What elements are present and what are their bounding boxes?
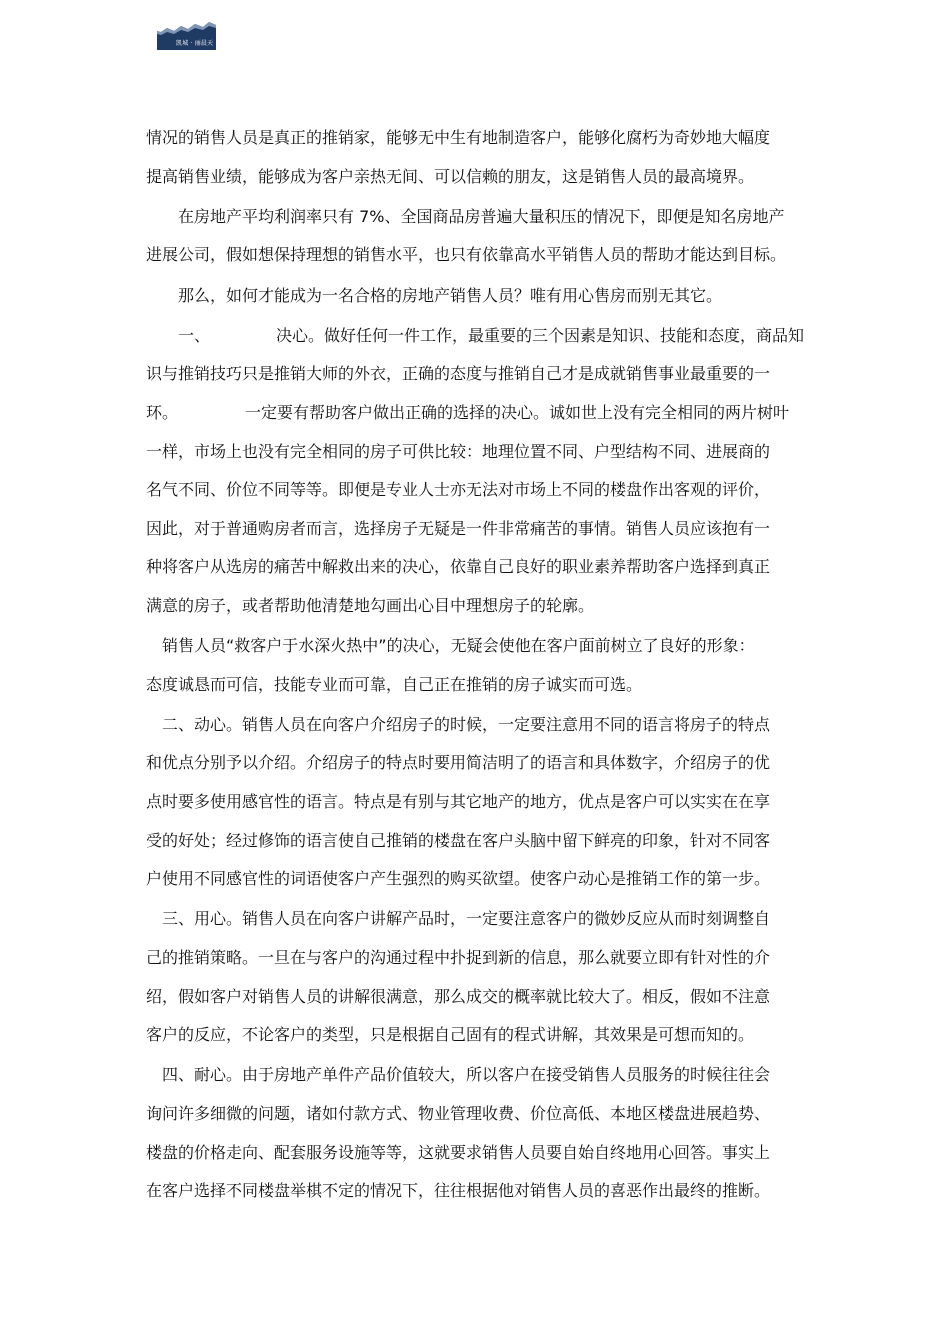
text-segment: 一定要有帮助客户做出正确的选择的决心。诚如世上没有完全相同的两片树叶 <box>245 402 790 422</box>
text-line: 和优点分别予以介绍。介绍房子的特点时要用简洁明了的语言和具体数字，介绍房子的优 <box>146 753 771 773</box>
paragraph-profit <box>146 198 806 275</box>
text-line: 一样，市场上也没有完全相同的房子可供比较：地理位置不同、户型结构不同、进展商的 <box>146 441 771 461</box>
text-line: 情况的销售人员是真正的推销家，能够无中生有地制造客户，能够化腐朽为奇妙地大幅度 <box>146 128 771 147</box>
text-line: 满意的房子，或者帮助他清楚地勾画出心目中理想房子的轮廓。 <box>146 595 595 615</box>
text-line: 在客户选择不同楼盘举棋不定的情况下，往往根据他对销售人员的喜恶作出最终的推断。 <box>146 1181 771 1201</box>
paragraph-rescue <box>146 627 806 704</box>
text-line: 二、动心。销售人员在向客户介绍房子的时候，一定要注意用不同的语言将房子的特点 <box>162 714 771 734</box>
paragraph-question <box>146 277 806 316</box>
section-patience <box>146 1056 806 1210</box>
text-line: 客户的反应，不论客户的类型，只是根据自己固有的程式讲解，其效果是可想而知的。 <box>146 1025 755 1045</box>
text-line <box>146 394 806 433</box>
text-line: 识与推销技巧只是推销大师的外衣，正确的态度与推销自己才是成就销售事业最重要的一 <box>146 364 771 384</box>
text-line <box>146 317 806 356</box>
paragraph-intro <box>146 119 806 196</box>
text-segment: 环。 <box>146 402 179 422</box>
text-line: 那么，如何才能成为一名合格的房地产销售人员？唯有用心售房而别无其它。 <box>178 285 723 305</box>
text-line: 己的推销策略。一旦在与客户的沟通过程中扑捉到新的信息，那么就要立即有针对性的介 <box>146 948 771 968</box>
text-line: 名气不同、价位不同等等。即便是专业人士亦无法对市场上不同的楼盘作出客观的评价， <box>146 480 771 500</box>
section-motivation <box>146 706 806 899</box>
text-line: 受的好处；经过修饰的语言使自己推销的楼盘在客户头脑中留下鲜亮的印象，针对不同客 <box>146 830 771 850</box>
text-line: 询问许多细微的问题，诸如付款方式、物业管理收费、价位高低、本地区楼盘进展趋势、 <box>146 1104 771 1123</box>
text-segment: 决心。做好任何一件工作，最重要的三个因素是知识、技能和态度，商品知 <box>276 325 805 345</box>
text-line: 户使用不同感官性的词语使客户产生强烈的购买欲望。使客户动心是推销工作的第一步。 <box>146 869 771 889</box>
text-line: 在房地产平均利润率只有 7%、全国商品房普遍大量积压的情况下，即便是知名房地产 <box>178 206 785 226</box>
text-line: 提高销售业绩，能够成为客户亲热无间、可以信赖的朋友，这是销售人员的最高境界。 <box>146 166 755 186</box>
text-line: 种将客户从选房的痛苦中解救出来的决心，依靠自己良好的职业素养帮助客户选择到真正 <box>146 557 771 577</box>
text-line: 进展公司，假如想保持理想的销售水平，也只有依靠高水平销售人员的帮助才能达到目标。 <box>146 245 787 265</box>
text-line: 四、耐心。由于房地产单件产品价值较大，所以客户在接受销售人员服务的时候往往会 <box>162 1065 771 1085</box>
company-logo <box>157 19 216 50</box>
text-line: 销售人员“救客户于水深火热中”的决心，无疑会使他在客户面前树立了良好的形象： <box>162 636 755 656</box>
logo-text: 凯城 · 丽晨天 <box>176 40 214 47</box>
section-determination <box>146 317 806 626</box>
text-line: 态度诚恳而可信，技能专业而可靠，自己正在推销的房子诚实而可选。 <box>146 674 643 694</box>
text-line: 因此，对于普通购房者而言，选择房子无疑是一件非常痛苦的事情。销售人员应该抱有一 <box>146 518 771 538</box>
section-number: 一、 <box>178 325 211 345</box>
text-line: 点时要多使用感官性的语言。特点是有别与其它地产的地方，优点是客户可以实实在在享 <box>146 792 771 812</box>
text-line: 绍，假如客户对销售人员的讲解很满意，那么成交的概率就比较大了。相反，假如不注意 <box>146 986 771 1006</box>
section-attentiveness <box>146 900 806 1054</box>
text-line: 三、用心。销售人员在向客户讲解产品时，一定要注意客户的微妙反应从而时刻调整自 <box>162 909 771 929</box>
text-line: 楼盘的价格走向、配套服务设施等等，这就要求销售人员要自始自终地用心回答。事实上 <box>146 1142 771 1162</box>
document-body <box>146 119 806 1211</box>
